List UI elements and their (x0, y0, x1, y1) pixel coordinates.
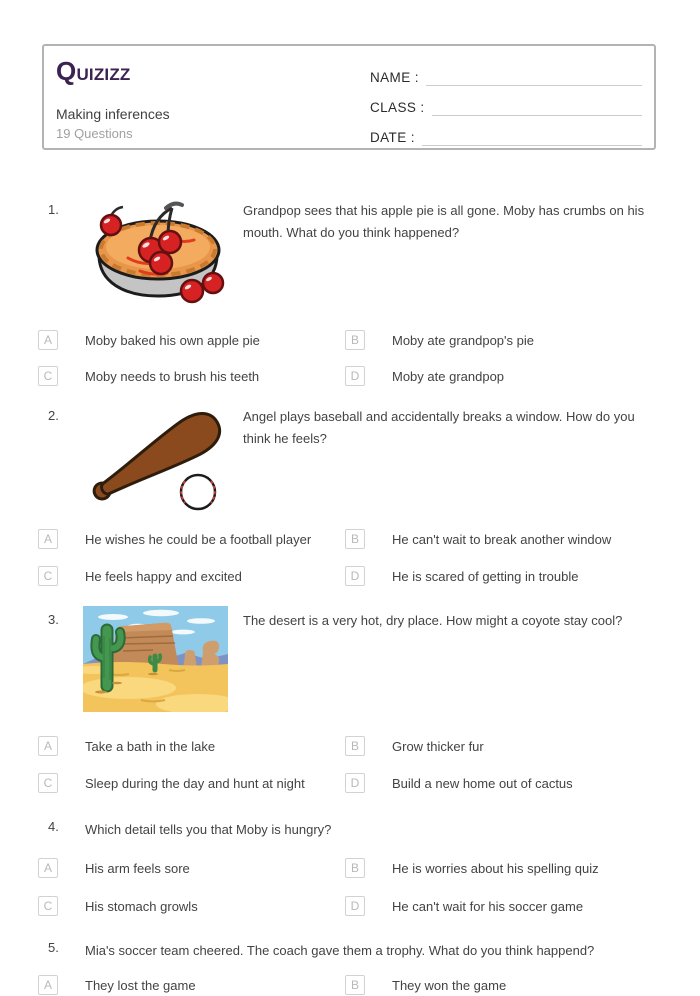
class-input-line[interactable] (432, 97, 642, 116)
option-letter-box[interactable]: B (345, 858, 365, 878)
option-d (345, 896, 645, 917)
option-letter-box[interactable]: B (345, 975, 365, 995)
student-fields (370, 62, 642, 152)
option-b (345, 858, 645, 879)
baseball-bat-image (80, 402, 235, 514)
option-text: Moby ate grandpop's pie (392, 333, 534, 348)
worksheet-title: Making inferences (56, 106, 170, 122)
option-text: Grow thicker fur (392, 739, 484, 754)
field-row-class (370, 92, 642, 116)
option-text: His stomach growls (85, 899, 198, 914)
option-text: Moby needs to brush his teeth (85, 369, 260, 384)
option-text: He can't wait to break another window (392, 532, 612, 547)
baseball-icon (181, 475, 215, 509)
question-text: Angel plays baseball and accidentally breaks a window. How do you think he feels? (243, 409, 635, 446)
option-text: They won the game (392, 978, 507, 993)
name-input-line[interactable] (426, 67, 642, 86)
option-b (345, 736, 645, 757)
field-row-date (370, 122, 642, 146)
option-text: He is worries about his spelling quiz (392, 861, 599, 876)
question-number: 4. (48, 819, 59, 834)
option-a (38, 736, 308, 757)
question-number: 5. (48, 940, 59, 955)
option-a (38, 330, 308, 351)
field-row-name (370, 62, 642, 86)
option-text: He is scared of getting in trouble (392, 569, 579, 584)
option-letter-box[interactable]: B (345, 736, 365, 756)
option-letter-box[interactable]: D (345, 773, 365, 793)
option-letter-box[interactable]: A (38, 736, 58, 756)
question-text: Mia's soccer team cheered. The coach gave them a trophy. What do you think happend? (85, 943, 595, 958)
desert-image (83, 606, 228, 712)
option-text: Take a bath in the lake (85, 739, 216, 754)
option-text: Build a new home out of cactus (392, 776, 573, 791)
date-label: DATE : (370, 130, 415, 145)
option-letter-box[interactable]: D (345, 566, 365, 586)
question-number: 3. (48, 612, 59, 627)
option-c (38, 366, 308, 387)
option-letter-box[interactable]: A (38, 975, 58, 995)
question-count: 19 Questions (56, 126, 133, 141)
option-letter-box[interactable]: C (38, 896, 58, 916)
question-number: 2. (48, 408, 59, 423)
date-input-line[interactable] (422, 127, 642, 146)
option-letter-box[interactable]: D (345, 366, 365, 386)
quizizz-logo: QUIZIZZ (56, 56, 131, 86)
option-text: His arm feels sore (85, 861, 190, 876)
option-c (38, 773, 308, 794)
option-a (38, 858, 308, 879)
option-a (38, 529, 312, 550)
option-text: He feels happy and excited (85, 569, 242, 584)
option-b (345, 975, 645, 996)
option-text: They lost the game (85, 978, 196, 993)
question-text: Which detail tells you that Moby is hungry? (85, 822, 332, 837)
apple-pie-image (82, 198, 234, 310)
option-letter-box[interactable]: C (38, 773, 58, 793)
option-b (345, 529, 645, 550)
option-a (38, 975, 308, 996)
option-c (38, 566, 308, 587)
option-d (345, 366, 645, 387)
name-label: NAME : (370, 70, 419, 85)
option-letter-box[interactable]: B (345, 529, 365, 549)
question-text: The desert is a very hot, dry place. How might a coyote stay cool? (243, 613, 623, 628)
class-label: CLASS : (370, 100, 425, 115)
option-text: Moby ate grandpop (392, 369, 505, 384)
option-text: He wishes he could be a football player (85, 532, 312, 547)
option-d (345, 773, 645, 794)
worksheet-header (42, 44, 656, 150)
option-text: Moby baked his own apple pie (85, 333, 260, 348)
option-letter-box[interactable]: A (38, 858, 58, 878)
question-number: 1. (48, 202, 59, 217)
option-letter-box[interactable]: A (38, 330, 58, 350)
option-letter-box[interactable]: C (38, 366, 58, 386)
option-b (345, 330, 645, 351)
option-c (38, 896, 308, 917)
option-text: Sleep during the day and hunt at night (85, 776, 305, 791)
option-letter-box[interactable]: B (345, 330, 365, 350)
question-text: Grandpop sees that his apple pie is all gone. Moby has crumbs on his mouth. What do you think happened? (243, 203, 645, 240)
option-letter-box[interactable]: D (345, 896, 365, 916)
option-text: He can't wait for his soccer game (392, 899, 584, 914)
option-letter-box[interactable]: A (38, 529, 58, 549)
option-d (345, 566, 645, 587)
option-letter-box[interactable]: C (38, 566, 58, 586)
